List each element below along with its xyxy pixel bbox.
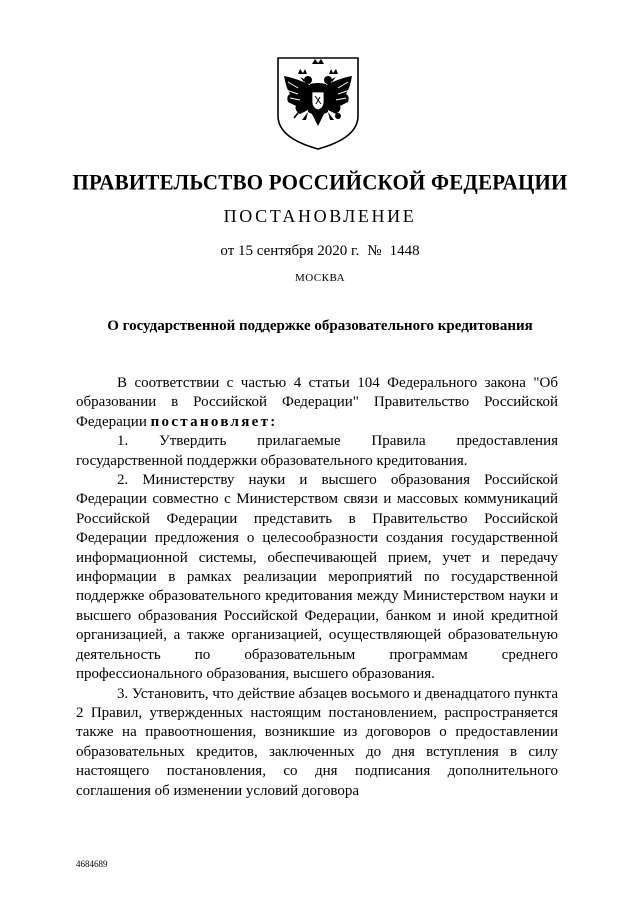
decree-word: постановляет: [150,413,278,430]
document-number: 1448 [389,243,420,259]
footer-document-code: 4684689 [76,859,108,869]
document-body [76,374,558,801]
government-name: ПРАВИТЕЛЬСТВО РОССИЙСКОЙ ФЕДЕРАЦИИ [72,169,568,195]
coat-of-arms-emblem [274,54,362,152]
paragraph-2: 2. Министерству науки и высшего образования Российской Федерации совместно с Министерством связи и массовых коммуникаций Российской Федерации представить в Правительство Российской Федерации предложения о целесообразности создания государственной информационной системы, обеспечивающей прием, учет и передачу информации в рамках реализации мероприятий по государственной поддержке образовательного кредитования между Министерством науки и высшего образования Российской Федерации, банком и иной кредитной организацией, а также организацией, осуществляющей образовательную деятельность по образовательным программам среднего профессионального образования, высшего образования. [76,472,558,683]
paragraph-1: 1. Утвердить прилагаемые Правила предоставления государственной поддержки образовательного кредитования. [76,433,558,469]
document-title: О государственной поддержке образовательного кредитования [107,318,533,334]
document-type: ПОСТАНОВЛЕНИЕ [223,206,417,226]
document-date-line [0,243,640,260]
number-sign: № [367,243,382,259]
intro-paragraph [76,374,558,432]
intro-text: В соответствии с частью 4 статьи 104 Федерального закона "Об образовании в Российской Федерации" Правительство Российской Федерации [76,375,558,430]
paragraph-3: 3. Установить, что действие абзацев восьмого и двенадцатого пункта 2 Правил, утвержденных настоящим постановлением, распространяется также на правоотношения, возникшие из договоров о предоставлении образовательных кредитов, заключенных до дня вступления в силу настоящего постановления, со дня подписания дополнительного соглашения об изменении условий договора [76,685,558,799]
document-city: МОСКВА [294,272,346,284]
document-date: от 15 сентября 2020 г. [220,243,360,259]
